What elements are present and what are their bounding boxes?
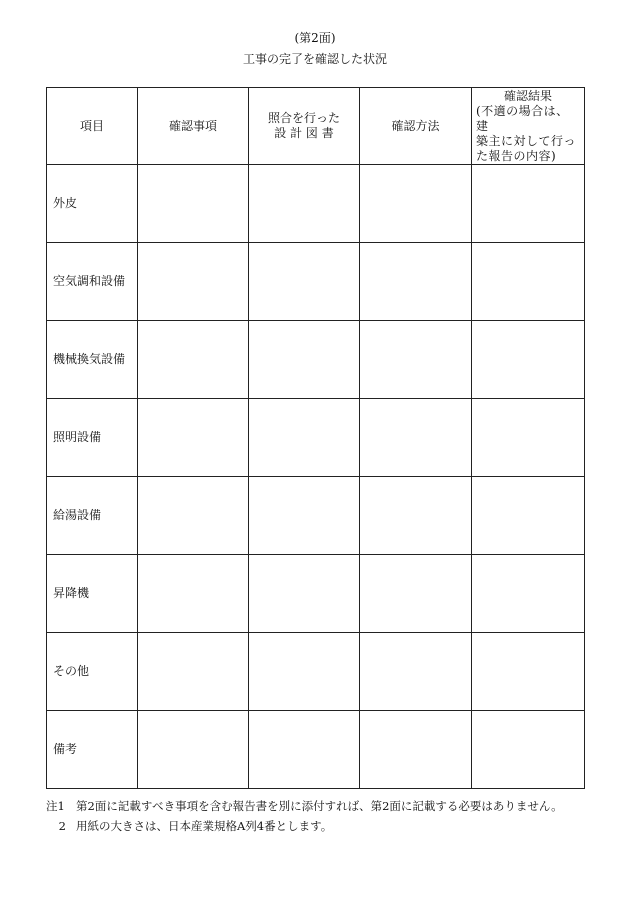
page-label: (第2面) [294, 31, 336, 45]
header-check-result-line2: (不適の場合は、建 [476, 103, 569, 133]
header-check-result-line1: 確認結果 [503, 88, 552, 103]
check-method-field[interactable] [360, 477, 472, 555]
table-row [47, 399, 585, 477]
check-result-field[interactable] [472, 477, 585, 555]
design-drawings-field[interactable] [249, 165, 360, 243]
row-item-cell: 昇降機 [47, 555, 138, 633]
row-item-cell: 給湯設備 [47, 477, 138, 555]
design-drawings-field[interactable] [249, 477, 360, 555]
check-result-field[interactable] [472, 633, 585, 711]
footnote-2-prefix: 2 [58, 819, 66, 833]
row-item-cell: 照明設備 [47, 399, 138, 477]
row-item-cell: その他 [47, 633, 138, 711]
footnote-1-prefix: 注1 [46, 799, 65, 813]
header-check-method-label: 確認方法 [391, 118, 440, 133]
check-item-field[interactable] [138, 321, 249, 399]
check-result-field[interactable] [472, 711, 585, 789]
design-drawings-field[interactable] [249, 711, 360, 789]
check-item-field[interactable] [138, 399, 249, 477]
check-method-field[interactable] [360, 321, 472, 399]
table-row [47, 711, 585, 789]
design-drawings-field[interactable] [249, 633, 360, 711]
confirmation-table [46, 87, 585, 789]
row-item-cell: 空気調和設備 [47, 243, 138, 321]
check-result-field[interactable] [472, 399, 585, 477]
table-row [47, 321, 585, 399]
design-drawings-field[interactable] [249, 243, 360, 321]
table-header-row [47, 88, 585, 165]
header-check-method [360, 88, 472, 165]
table-row [47, 243, 585, 321]
check-method-field[interactable] [360, 633, 472, 711]
check-item-field[interactable] [138, 243, 249, 321]
table-row [47, 633, 585, 711]
footnote-2 [46, 816, 606, 836]
header-check-result [472, 88, 585, 165]
check-method-field[interactable] [360, 555, 472, 633]
design-drawings-field[interactable] [249, 555, 360, 633]
table-row [47, 555, 585, 633]
row-item-cell: 機械換気設備 [47, 321, 138, 399]
footnote-1-text: 第2面に記載すべき事項を含む報告書を別に添付すれば、第2面に記載する必要はありません。 [76, 799, 563, 813]
check-result-field[interactable] [472, 555, 585, 633]
table-row [47, 165, 585, 243]
check-item-field[interactable] [138, 633, 249, 711]
header-check-result-line4: た報告の内容) [476, 148, 557, 163]
check-result-field[interactable] [472, 321, 585, 399]
footnote-1 [46, 796, 606, 816]
header-item [47, 88, 138, 165]
header-design-drawings-line1: 照合を行った [267, 111, 340, 125]
table-row [47, 477, 585, 555]
document-title: 工事の完了を確認した状況 [242, 52, 387, 66]
check-method-field[interactable] [360, 165, 472, 243]
check-method-field[interactable] [360, 243, 472, 321]
check-result-field[interactable] [472, 243, 585, 321]
header-item-label: 項目 [79, 118, 104, 133]
check-method-field[interactable] [360, 711, 472, 789]
row-item-cell: 外皮 [47, 165, 138, 243]
check-result-field[interactable] [472, 165, 585, 243]
design-drawings-field[interactable] [249, 321, 360, 399]
check-item-field[interactable] [138, 555, 249, 633]
check-method-field[interactable] [360, 399, 472, 477]
header-check-result-line3: 築主に対して行っ [476, 133, 577, 148]
footnotes [46, 796, 606, 836]
check-item-field[interactable] [138, 477, 249, 555]
header-check-item [138, 88, 249, 165]
check-item-field[interactable] [138, 165, 249, 243]
header-design-drawings [249, 88, 360, 165]
header-check-item-label: 確認事項 [168, 118, 217, 133]
header-design-drawings-line2: 設 計 図 書 [274, 126, 334, 140]
footnote-2-text: 用紙の大きさは、日本産業規格A列4番とします。 [76, 819, 333, 833]
design-drawings-field[interactable] [249, 399, 360, 477]
check-item-field[interactable] [138, 711, 249, 789]
row-item-cell: 備考 [47, 711, 138, 789]
